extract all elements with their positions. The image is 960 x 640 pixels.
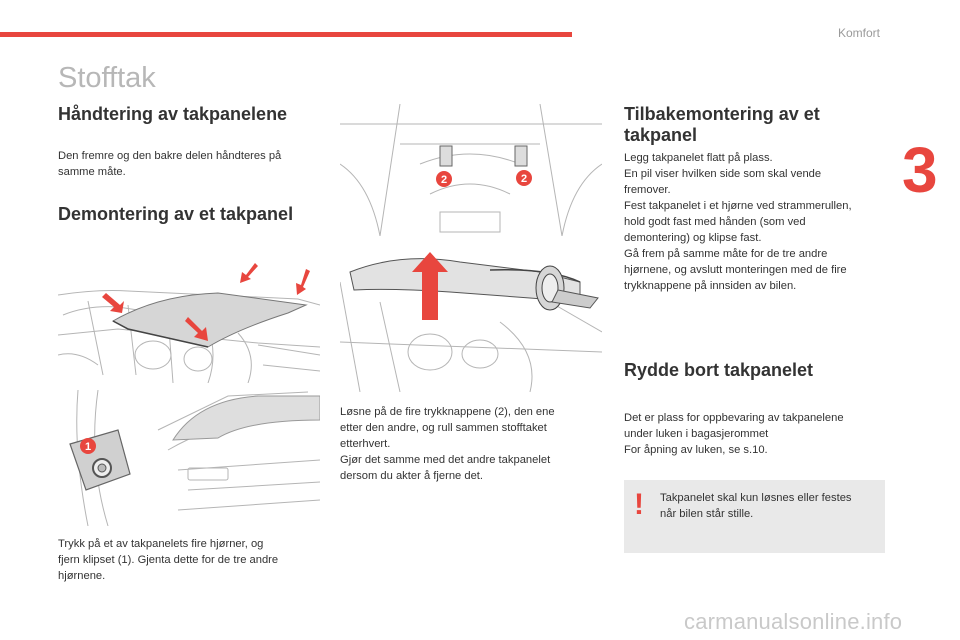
clip-detail-illustration	[58, 390, 320, 526]
paragraph-handling: Den fremre og den bakre delen håndteres på samme måte.	[58, 150, 282, 178]
warning-text: Takpanelet skal kun løsnes eller festes når bilen står stille.	[660, 492, 852, 520]
paragraph-storage: Det er plass for oppbevaring av takpanelene under luken i bagasjerommet For åpning av luken, se s.10.	[624, 412, 844, 456]
warning-icon: !	[634, 488, 644, 521]
paragraph-unroll: Løsne på de fire trykknappene (2), den ene etter den andre, og rull sammen stofftaket etterhvert. Gjør det samme med det andre takpanelet dersom du akter å fjerne det.	[340, 406, 555, 482]
clip-marker-label: 1	[84, 441, 92, 453]
heading-dismount: Demontering av et takpanel	[58, 204, 294, 224]
header-accent-bar	[0, 32, 572, 37]
roof-press-illustration	[58, 255, 320, 383]
svg-text:2: 2	[440, 174, 448, 186]
heading-handling: Håndtering av takpanelene	[58, 104, 288, 124]
section-label: Komfort	[838, 26, 881, 40]
snap-buttons-illustration	[340, 104, 602, 236]
warning-box	[624, 480, 885, 553]
watermark: carmanualsonline.info	[684, 609, 903, 634]
heading-remount: Tilbakemontering av et takpanel	[624, 104, 820, 145]
svg-text:2: 2	[520, 173, 528, 185]
chapter-number: 3	[902, 134, 938, 206]
roll-roof-illustration	[340, 242, 602, 392]
paragraph-remount: Legg takpanelet flatt på plass. En pil viser hvilken side som skal vende fremover. Fest takpanelet i et hjørne ved strammerullen, hold godt fast med hånden (som ved demontering) og klipse fast. Gå frem på samme måte for de tre andre hjørnene, og avslutt monteringen med de fire trykknappene på innsiden av bilen.	[624, 152, 852, 292]
paragraph-dismount: Trykk på et av takpanelets fire hjørner, og fjern klipset (1). Gjenta dette for de tre andre hjørnene.	[58, 538, 279, 582]
heading-storage: Rydde bort takpanelet	[624, 360, 814, 380]
page-title: Stofftak	[58, 62, 156, 94]
